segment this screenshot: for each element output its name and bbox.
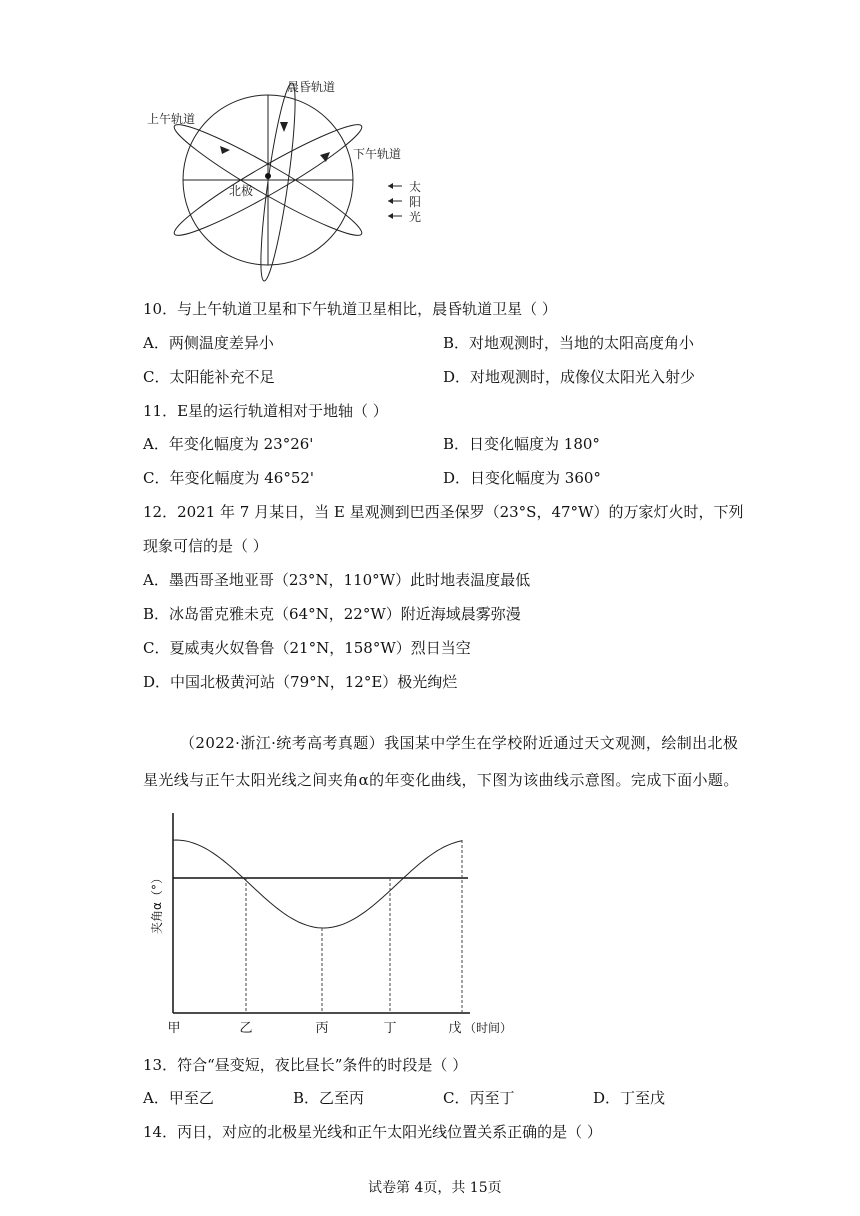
afternoon-orbit-label: 下午轨道 bbox=[353, 147, 402, 161]
q12-option-d: D．中国北极黄河站（79°N，12°E）极光绚烂 bbox=[143, 673, 458, 691]
page-footer: 试卷第 4页，共 15页 bbox=[368, 1180, 502, 1196]
q12-option-c: C．夏威夷火奴鲁鲁（21°N，158°W）烈日当空 bbox=[143, 639, 471, 657]
q13-option-b: B．乙至丙 bbox=[293, 1089, 365, 1107]
north-pole-dot bbox=[265, 173, 271, 179]
alpha-curve bbox=[173, 840, 462, 928]
passage-intro-line2: 星光线与正午太阳光线之间夹角α的年变化曲线，下图为该曲线示意图。完成下面小题。 bbox=[143, 771, 739, 789]
x-tick-jia: 甲 bbox=[167, 1021, 181, 1036]
q10-option-a: A．两侧温度差异小 bbox=[143, 334, 274, 352]
orbit-diagram-svg bbox=[140, 70, 440, 290]
north-pole-label: 北极 bbox=[229, 184, 254, 198]
dusk-orbit bbox=[254, 82, 302, 283]
dusk-orbit-arrow bbox=[280, 122, 288, 132]
question-10-stem: 10．与上午轨道卫星和下午轨道卫星相比，晨昏轨道卫星（ ） bbox=[143, 300, 557, 318]
question-11-stem: 11．E星的运行轨道相对于地轴（ ） bbox=[143, 402, 388, 420]
question-12-stem-line1: 12．2021 年 7 月某日，当 E 星观测到巴西圣保罗（23°S，47°W）的万家灯火时，下列 bbox=[143, 503, 744, 521]
q11-option-b: B．日变化幅度为 180° bbox=[443, 435, 600, 453]
x-tick-wu: 戊 bbox=[448, 1021, 462, 1036]
sun-label-1: 太 bbox=[409, 180, 422, 194]
afternoon-orbit-arrow bbox=[320, 152, 330, 162]
q13-option-d: D．丁至戊 bbox=[593, 1089, 666, 1107]
q11-option-a: A．年变化幅度为 23°26' bbox=[143, 435, 314, 453]
dusk-orbit-label: 晨昏轨道 bbox=[287, 80, 336, 94]
q12-option-a: A．墨西哥圣地亚哥（23°N，110°W）此时地表温度最低 bbox=[143, 571, 531, 589]
x-tick-ding: 丁 bbox=[383, 1021, 397, 1036]
question-12-stem-line2: 现象可信的是（ ） bbox=[143, 537, 268, 555]
angle-chart-svg bbox=[140, 808, 520, 1043]
q10-option-c: C．太阳能补充不足 bbox=[143, 368, 275, 386]
q13-option-a: A．甲至乙 bbox=[143, 1089, 214, 1107]
morning-orbit-label: 上午轨道 bbox=[147, 112, 196, 126]
angle-chart bbox=[140, 808, 520, 1043]
q10-option-b: B．对地观测时，当地的太阳高度角小 bbox=[443, 334, 695, 352]
sun-label-3: 光 bbox=[409, 210, 422, 224]
question-13-stem: 13．符合“昼变短，夜比昼长”条件的时段是（ ） bbox=[143, 1056, 468, 1074]
q13-option-c: C．丙至丁 bbox=[443, 1089, 515, 1107]
x-axis-label: （时间） bbox=[464, 1021, 513, 1035]
x-tick-bing: 丙 bbox=[315, 1021, 329, 1036]
passage-intro-line1: （2022·浙江·统考高考真题）我国某中学生在学校附近通过天文观测，绘制出北极 bbox=[180, 734, 739, 752]
q12-option-b: B．冰岛雷克雅未克（64°N，22°W）附近海域晨雾弥漫 bbox=[143, 605, 521, 623]
q10-option-d: D．对地观测时，成像仪太阳光入射少 bbox=[443, 368, 696, 386]
y-axis-label: 夹角α（°） bbox=[150, 872, 164, 934]
q11-option-c: C．年变化幅度为 46°52' bbox=[143, 469, 315, 487]
sun-label-2: 阳 bbox=[409, 195, 422, 209]
q11-option-d: D．日变化幅度为 360° bbox=[443, 469, 601, 487]
question-14-stem: 14．丙日，对应的北极星光线和正午太阳光线位置关系正确的是（ ） bbox=[143, 1123, 602, 1141]
x-tick-yi: 乙 bbox=[239, 1021, 253, 1036]
orbit-diagram bbox=[140, 70, 440, 290]
morning-orbit-arrow bbox=[220, 146, 230, 154]
